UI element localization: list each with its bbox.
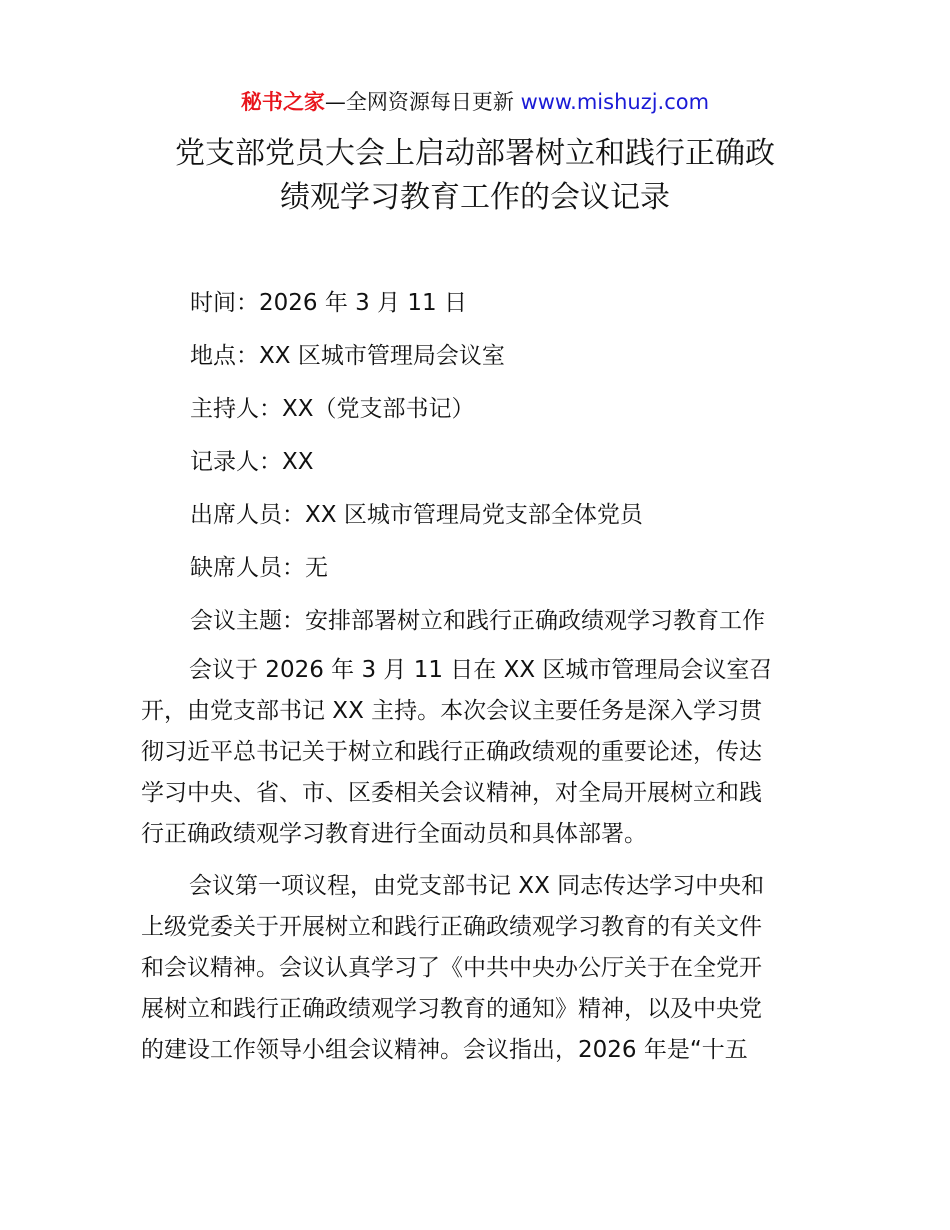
- paragraph-2: [141, 866, 813, 1071]
- paragraph-line: 开，由党支部书记 XX 主持。本次会议主要任务是深入学习贯: [141, 698, 763, 724]
- paragraph-line: 的建设工作领导小组会议精神。会议指出，2026 年是“十五: [141, 1037, 748, 1063]
- site-url-link[interactable]: www.mishuzj.com: [520, 90, 710, 114]
- paragraph-line: 会议第一项议程，由党支部书记 XX 同志传达学习中央和: [189, 873, 765, 899]
- document-body: [141, 650, 813, 1071]
- meta-time: 时间：2026 年 3 月 11 日: [190, 290, 467, 316]
- paragraph-line: 和会议精神。会议认真学习了《中共中央办公厅关于在全党开: [141, 955, 762, 981]
- paragraph-spacer: [141, 855, 813, 866]
- meta-location: 地点：XX 区城市管理局会议室: [190, 343, 505, 369]
- meta-host: 主持人：XX（党支部书记）: [190, 396, 475, 422]
- meeting-meta: [190, 283, 830, 654]
- site-header: [0, 86, 950, 118]
- meta-absent: 缺席人员：无: [190, 555, 328, 581]
- header-slogan: —全网资源每日更新: [324, 90, 521, 114]
- brand-name: 秘书之家: [240, 90, 325, 114]
- paragraph-line: 展树立和践行正确政绩观学习教育的通知》精神，以及中央党: [141, 996, 762, 1022]
- paragraph-line: 上级党委关于开展树立和践行正确政绩观学习教育的有关文件: [141, 914, 762, 940]
- paragraph-line: 彻习近平总书记关于树立和践行正确政绩观的重要论述，传达: [141, 739, 762, 765]
- meta-attendees: 出席人员：XX 区城市管理局党支部全体党员: [190, 502, 643, 528]
- document-title: [100, 132, 850, 220]
- title-line-2: 绩观学习教育工作的会议记录: [280, 180, 670, 215]
- meta-theme: 会议主题：安排部署树立和践行正确政绩观学习教育工作: [190, 608, 765, 634]
- paragraph-line: 行正确政绩观学习教育进行全面动员和具体部署。: [141, 821, 647, 847]
- paragraph-1: [141, 650, 813, 855]
- paragraph-line: 会议于 2026 年 3 月 11 日在 XX 区城市管理局会议室召: [189, 657, 773, 683]
- paragraph-line: 学习中央、省、市、区委相关会议精神，对全局开展树立和践: [141, 780, 762, 806]
- title-line-1: 党支部党员大会上启动部署树立和践行正确政: [175, 136, 775, 171]
- meta-recorder: 记录人：XX: [190, 449, 314, 475]
